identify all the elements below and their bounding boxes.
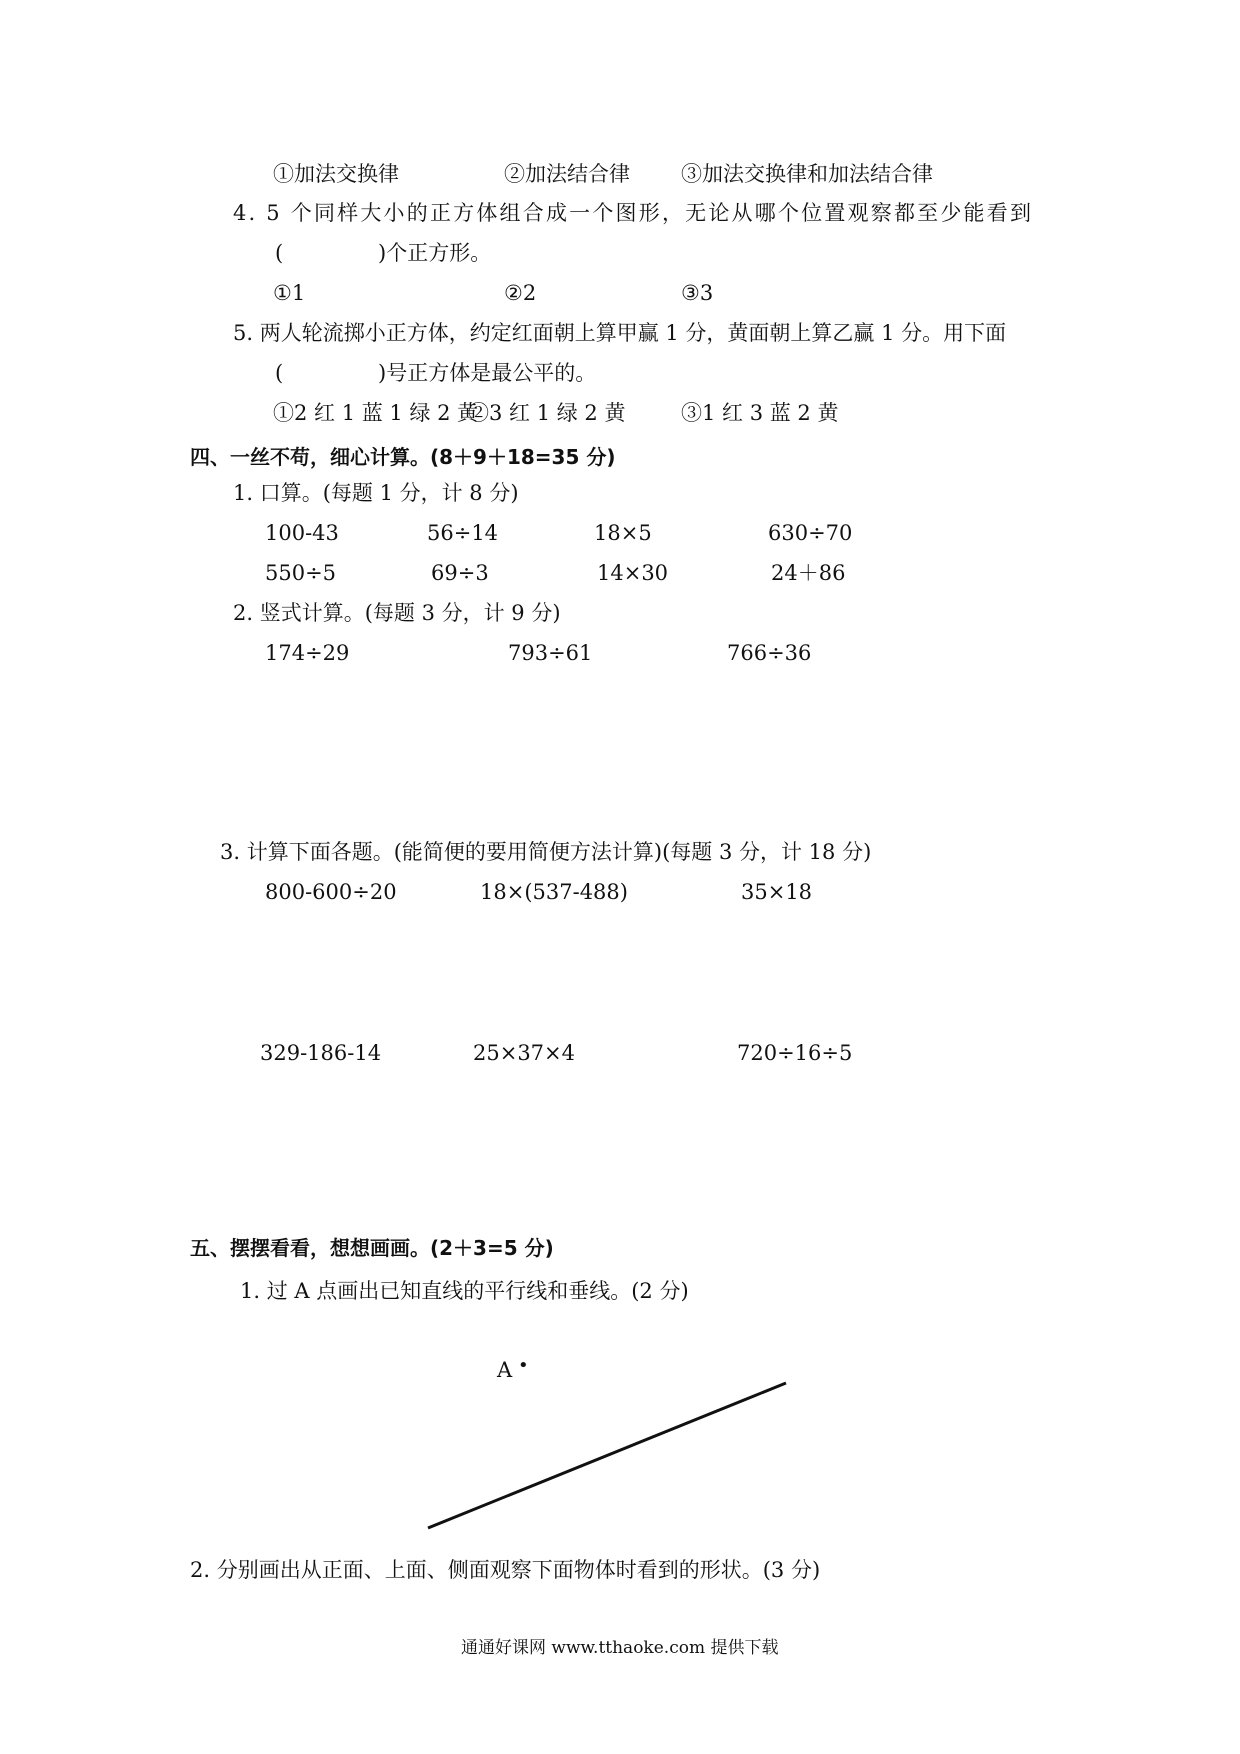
oral-calc-5: 550÷5	[265, 561, 337, 585]
s4-p2-title: 2. 竖式计算。(每题 3 分，计 9 分)	[233, 601, 561, 625]
section5-title: 五、摆摆看看，想想画画。(2＋3=5 分)	[190, 1236, 554, 1260]
q3-item5-blank-close: )号正方体是最公平的。	[378, 361, 597, 385]
oral-calc-8: 24＋86	[771, 561, 846, 585]
section4-title: 四、一丝不苟，细心计算。(8＋9＋18=35 分)	[190, 445, 616, 469]
oral-calc-4: 630÷70	[768, 521, 853, 545]
calc-problem-6: 720÷16÷5	[737, 1041, 853, 1065]
s4-p1-title: 1. 口算。(每题 1 分，计 8 分)	[233, 481, 519, 505]
oral-calc-7: 14×30	[597, 561, 669, 585]
s5-p2-title: 2. 分别画出从正面、上面、侧面观察下面物体时看到的形状。(3 分)	[190, 1558, 821, 1582]
oral-calc-1: 100-43	[265, 521, 339, 545]
given-line	[428, 1383, 786, 1528]
q3-item5-option-3: ③1 红 3 蓝 2 黄	[681, 401, 839, 425]
oral-calc-6: 69÷3	[431, 561, 489, 585]
q3-item3-option-2: ②加法结合律	[504, 162, 630, 186]
calc-problem-2: 18×(537-488)	[480, 880, 628, 904]
footer: 通通好课网 www.tthaoke.com 提供下载	[461, 1638, 779, 1658]
vertical-calc-2: 793÷61	[508, 641, 593, 665]
q3-item4-stem: 4. 5 个同样大小的正方体组合成一个图形，无论从哪个位置观察都至少能看到	[233, 201, 1034, 225]
q3-item5-stem: 5. 两人轮流掷小正方体，约定红面朝上算甲赢 1 分，黄面朝上算乙赢 1 分。用下面	[233, 321, 1007, 345]
q3-item3-option-1: ①加法交换律	[273, 162, 399, 186]
q3-item5-blank-open: (	[275, 361, 284, 385]
q3-item5-option-2: ②3 红 1 绿 2 黄	[468, 401, 626, 425]
point-a-label: A	[497, 1358, 513, 1382]
calc-problem-4: 329-186-14	[260, 1041, 382, 1065]
q3-item4-option-2: ②2	[504, 281, 537, 305]
q3-item4-blank-close: )个正方形。	[378, 241, 492, 265]
oral-calc-3: 18×5	[594, 521, 652, 545]
s5-p1-title: 1. 过 A 点画出已知直线的平行线和垂线。(2 分)	[240, 1279, 689, 1303]
calc-problem-5: 25×37×4	[473, 1041, 575, 1065]
oral-calc-2: 56÷14	[427, 521, 499, 545]
q3-item5-option-1: ①2 红 1 蓝 1 绿 2 黄	[273, 401, 479, 425]
s4-p3-title: 3. 计算下面各题。(能简便的要用简便方法计算)(每题 3 分，计 18 分)	[220, 840, 872, 864]
q3-item4-option-1: ①1	[273, 281, 306, 305]
calc-problem-1: 800-600÷20	[265, 880, 397, 904]
q3-item4-option-3: ③3	[681, 281, 714, 305]
point-a-dot: •	[518, 1355, 529, 1376]
vertical-calc-3: 766÷36	[727, 641, 812, 665]
q3-item3-option-3: ③加法交换律和加法结合律	[681, 162, 933, 186]
q3-item4-blank-open: (	[275, 241, 284, 265]
vertical-calc-1: 174÷29	[265, 641, 350, 665]
calc-problem-3: 35×18	[741, 880, 813, 904]
